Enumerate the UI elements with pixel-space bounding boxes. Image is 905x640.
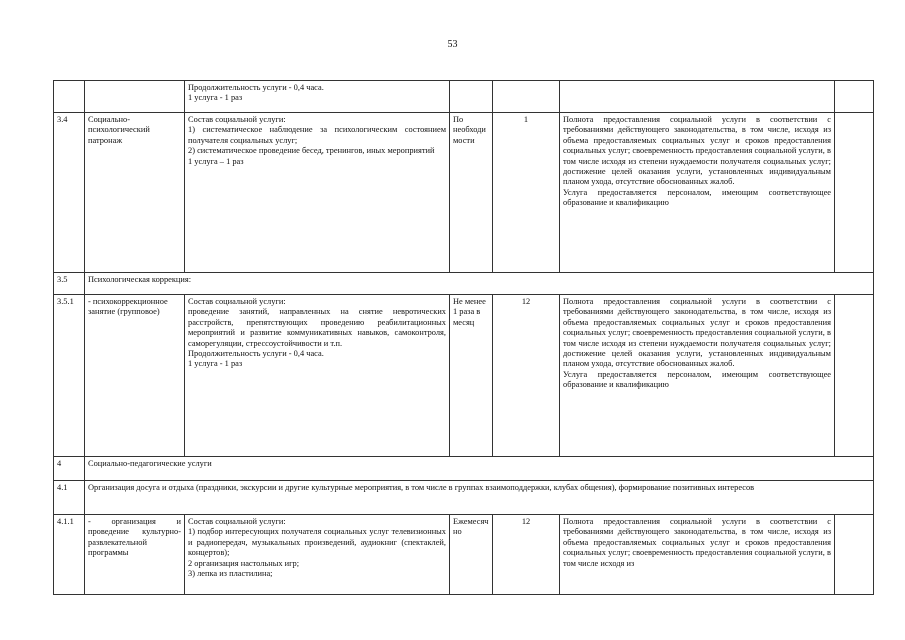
cell-num: 4.1 [54, 481, 85, 515]
cell-num [54, 81, 85, 113]
cell-content [185, 515, 450, 595]
page-number: 53 [447, 39, 458, 50]
table-row [54, 295, 874, 457]
cell-volume: 12 [493, 515, 560, 595]
cell-content [185, 113, 450, 273]
content-line: 1 услуга - 1 раз [188, 359, 243, 369]
cell-frequency [450, 81, 493, 113]
content-line: 2 организация настольных игр; [188, 558, 300, 568]
cell-num: 4.1.1 [54, 515, 85, 595]
content-line: 1 услуга – 1 раз [188, 156, 244, 166]
cell-name: - организация и проведение культурно-развлекательной программы [85, 515, 185, 595]
quality-text: Полнота предоставления социальной услуги в соответствии с требованиями действующего законодательства, в том числе, исходя из объема предоставляемых социальных услуг и сроков предоставления социальных услуг; своевременность предоставления социальной услуги, в том числе исходя из [563, 517, 831, 568]
cell-content [185, 81, 450, 113]
cell-extra [835, 295, 874, 457]
content-line: Состав социальной услуги: [188, 115, 286, 124]
quality-text: Услуга предоставляется персоналом, имеющим соответствующее образование и квалификацию [563, 369, 831, 390]
table-row [54, 273, 874, 295]
cell-volume [493, 81, 560, 113]
table-row [54, 113, 874, 273]
cell-volume: 1 [493, 113, 560, 273]
cell-extra [835, 515, 874, 595]
content-line: 3) лепка из пластилина; [188, 569, 273, 579]
section-title: Психологическая коррекция: [85, 273, 874, 295]
cell-extra [835, 113, 874, 273]
content-line: Состав социальной услуги: [188, 517, 286, 526]
quality-text: Услуга предоставляется персоналом, имеющим соответствующее образование и квалификацию [563, 187, 831, 208]
content-line: Состав социальной услуги: [188, 297, 286, 306]
services-table [53, 80, 874, 595]
content-line: Продолжительность услуги - 0,4 часа. [188, 83, 324, 92]
cell-quality [560, 113, 835, 273]
table-row [54, 515, 874, 595]
table-row [54, 81, 874, 113]
section-title: Социально-педагогические услуги [85, 457, 874, 481]
table-row [54, 481, 874, 515]
section-title: Организация досуга и отдыха (праздники, экскурсии и другие культурные мероприятия, в том числе в группах взаимоподдержки, клубах общения), формирование позитивных интересов [85, 481, 874, 515]
cell-frequency: Ежемесячно [450, 515, 493, 595]
cell-num: 3.5.1 [54, 295, 85, 457]
cell-extra [835, 81, 874, 113]
cell-content [185, 295, 450, 457]
table-row [54, 457, 874, 481]
content-line: проведение занятий, направленных на снятие невротических расстройств, препятствующих проведению реабилитационных мероприятий и развитие коммуникативных навыков, самоконтроля, саморегуляции, стрессоустойчивости и т.п. [188, 307, 446, 348]
quality-text: Полнота предоставления социальной услуги в соответствии с требованиями действующего законодательства, в том числе, исходя из объема предоставляемых социальных услуг и сроков предоставления социальных услуг; своевременность предоставления социальной услуги, в том числе исходя из степени нуждаемости получателя социальных услуг; достижение целей оказания услуги, установленных индивидуальным планом ухода, отсутствие обоснованных жалоб. [563, 297, 831, 369]
content-line: 2) систематическое проведение бесед, тренингов, иных мероприятий [188, 146, 435, 156]
cell-num: 3.5 [54, 273, 85, 295]
cell-name [85, 81, 185, 113]
content-line: 1) систематическое наблюдение за психологическим состоянием получателя социальных услуг; [188, 125, 446, 145]
cell-volume: 12 [493, 295, 560, 457]
content-line: 1) подбор интересующих получателя социальных услуг телевизионных и радиопередач, музыкальных произведений, аудиокниг (спектаклей, концертов); [188, 527, 446, 558]
cell-name: Социально-психологический патронаж [85, 113, 185, 273]
cell-frequency: Не менее 1 раза в месяц [450, 295, 493, 457]
content-line: Продолжительность услуги - 0,4 часа. [188, 349, 324, 359]
cell-quality [560, 81, 835, 113]
cell-quality [560, 295, 835, 457]
cell-name: - психокоррекционное занятие (групповое) [85, 295, 185, 457]
cell-num: 4 [54, 457, 85, 481]
cell-quality [560, 515, 835, 595]
cell-num: 3.4 [54, 113, 85, 273]
quality-text: Полнота предоставления социальной услуги в соответствии с требованиями действующего законодательства, в том числе, исходя из объема предоставляемых социальных услуг и сроков предоставления социальных услуг; своевременность предоставления социальной услуги, в том числе исходя из степени нуждаемости получателя социальных услуг; достижение целей оказания услуги, установленных индивидуальным планом ухода, отсутствие обоснованных жалоб. [563, 115, 831, 187]
content-line: 1 услуга - 1 раз [188, 93, 243, 103]
cell-frequency: По необходимости [450, 113, 493, 273]
